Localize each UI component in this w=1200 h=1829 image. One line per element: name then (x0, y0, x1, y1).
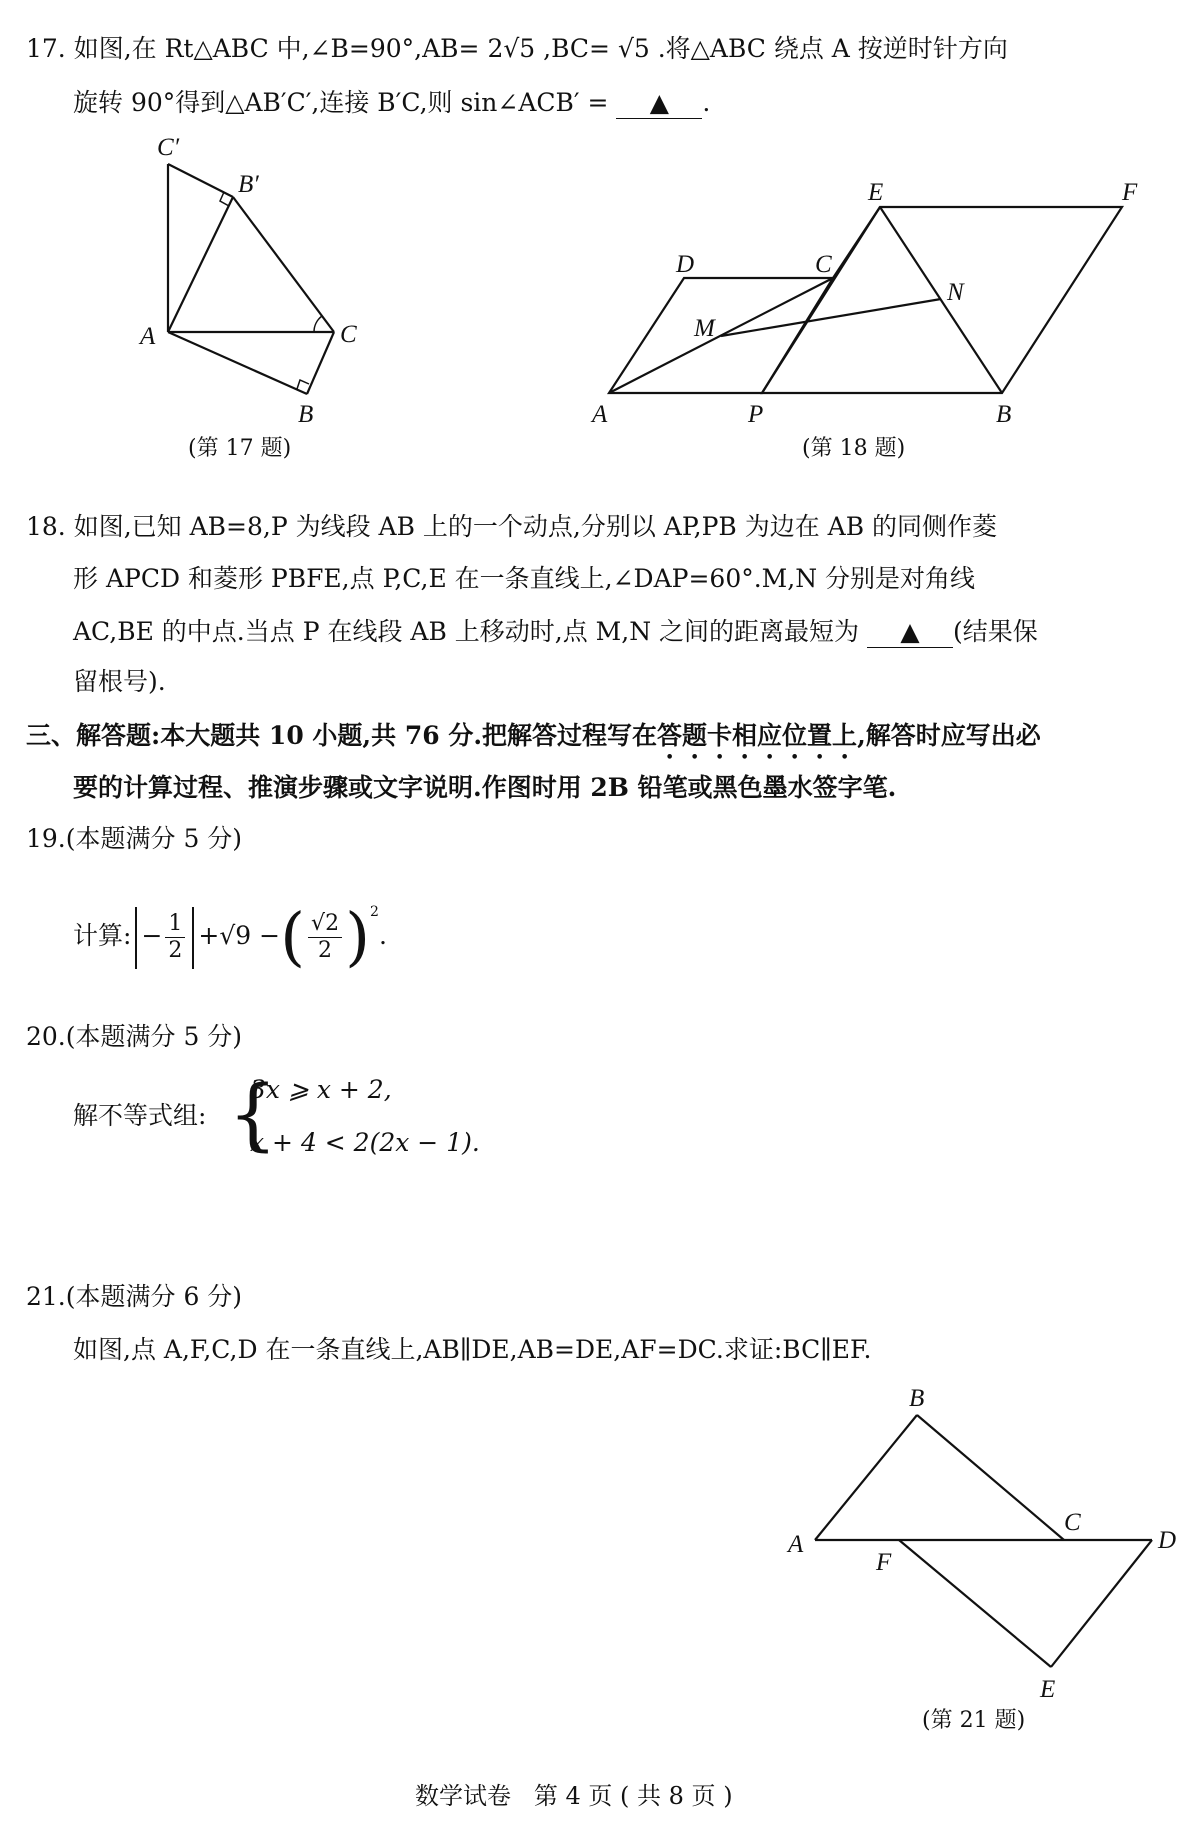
q18-line3-end: (结果保 (953, 617, 1038, 646)
label-P: P (748, 401, 764, 428)
label-F: F (1122, 179, 1138, 206)
denominator: 2 (318, 938, 333, 963)
q17-end: . (702, 88, 711, 117)
angle-arc-c (314, 316, 322, 332)
figure-21 (815, 1415, 1152, 1667)
figure-18 (609, 207, 1122, 393)
segment-B1C (233, 197, 334, 332)
figure-18-labels (590, 179, 1138, 461)
q17-line2-text: 旋转 90°得到△AB′C′,连接 B′C,则 sin∠ACB′ = (73, 88, 609, 117)
figure-17 (168, 164, 334, 394)
q17-answer-blank: ▲ (616, 88, 702, 119)
label-C: C (340, 321, 357, 348)
section3-line1 (26, 721, 1041, 765)
label-B: B (298, 401, 314, 428)
label-C1: C′ (157, 134, 180, 161)
q19-plus-sqrt9: +√9 − (198, 921, 281, 950)
q18-line1: 18. 如图,已知 AB=8,P 为线段 AB 上的一个动点,分别以 AP,PB 为边在 AB 的同侧作菱 (26, 512, 998, 541)
numerator: 1 (165, 911, 185, 938)
q19-end: . (378, 921, 387, 950)
figure-21-labels (786, 1385, 1176, 1733)
numerator: √2 (308, 911, 342, 938)
segment-AB (168, 332, 307, 394)
label-A: A (788, 1531, 804, 1558)
label-N: N (947, 279, 964, 306)
label-C: C (1064, 1509, 1081, 1536)
label-C: C (815, 251, 832, 278)
q18-line3 (73, 617, 1038, 648)
label-A: A (140, 323, 156, 350)
denominator: 2 (168, 938, 183, 963)
q20-header: 20.(本题满分 5 分) (26, 1022, 243, 1051)
q21-header: 21.(本题满分 6 分) (26, 1282, 243, 1311)
figure-17-labels (138, 134, 357, 461)
segment-AB1 (168, 197, 233, 332)
paren-left: ( (280, 900, 306, 975)
paren-right: ) (345, 900, 371, 975)
q21-text: 如图,点 A,F,C,D 在一条直线上,AB∥DE,AB=DE,AF=DC.求证:BC∥EF. (73, 1335, 872, 1364)
q18-line4: 留根号). (73, 667, 166, 696)
label-B: B (996, 401, 1012, 428)
q18-line3-text: AC,BE 的中点.当点 P 在线段 AB 上移动时,点 M,N 之间的距离最短为 (73, 617, 860, 646)
right-angle-mark-b (297, 380, 309, 389)
system-brace: { (228, 1070, 278, 1160)
section3-text-a: 三、解答题:本大题共 10 小题,共 76 分.把解答过程写在 (26, 721, 658, 750)
q19-prefix: 计算: (73, 921, 132, 950)
fraction-one-half (165, 911, 185, 964)
segment-BC (917, 1415, 1064, 1540)
q19-formula (73, 880, 387, 975)
label-B1: B′ (238, 171, 259, 198)
label-D: D (676, 251, 695, 278)
q20-prefix: 解不等式组: (73, 1101, 207, 1130)
segment-BC (307, 332, 334, 394)
segment-ED (1051, 1540, 1152, 1667)
abs-bar-left (135, 907, 137, 969)
label-D: D (1158, 1527, 1177, 1554)
q18-answer-blank: ▲ (867, 617, 953, 648)
fig18-caption: (第 18 题) (802, 436, 906, 461)
q20-inequality-1: 3x ⩾ x + 2, (250, 1075, 392, 1104)
exponent: 2 (370, 904, 379, 920)
fig17-caption: (第 17 题) (188, 436, 292, 461)
segment-CE (833, 207, 880, 278)
section3-text-b: ,解答时应写出必 (857, 721, 1041, 750)
segment-FE (899, 1540, 1051, 1667)
segment-AB (815, 1415, 917, 1540)
page-footer: 数学试卷 第 4 页 ( 共 8 页 ) (415, 1782, 733, 1810)
q19-minus: − (141, 921, 163, 950)
fraction-sqrt2-over-2 (308, 911, 342, 964)
label-B: B (909, 1385, 925, 1412)
label-E: E (1040, 1676, 1056, 1703)
fig21-caption: (第 21 题) (922, 1708, 1026, 1733)
label-A: A (592, 401, 608, 428)
label-E: E (868, 179, 884, 206)
section3-emphasis: 答题卡相应位置上 (657, 721, 858, 750)
section3-line2: 要的计算过程、推演步骤或文字说明.作图时用 2B 铅笔或黑色墨水签字笔. (73, 773, 897, 802)
q17-line1: 17. 如图,在 Rt△ABC 中,∠B=90°,AB= 2√5 ,BC= √5 .将△ABC 绕点 A 按逆时针方向 (26, 34, 1008, 63)
q18-line2: 形 APCD 和菱形 PBFE,点 P,C,E 在一条直线上,∠DAP=60°.M,N 分别是对角线 (73, 564, 976, 593)
q20-inequality-2: x + 4 < 2(2x − 1). (250, 1128, 480, 1157)
q19-header: 19.(本题满分 5 分) (26, 824, 243, 853)
label-F: F (876, 1549, 892, 1576)
abs-bar-right (192, 907, 194, 969)
label-M: M (694, 315, 715, 342)
